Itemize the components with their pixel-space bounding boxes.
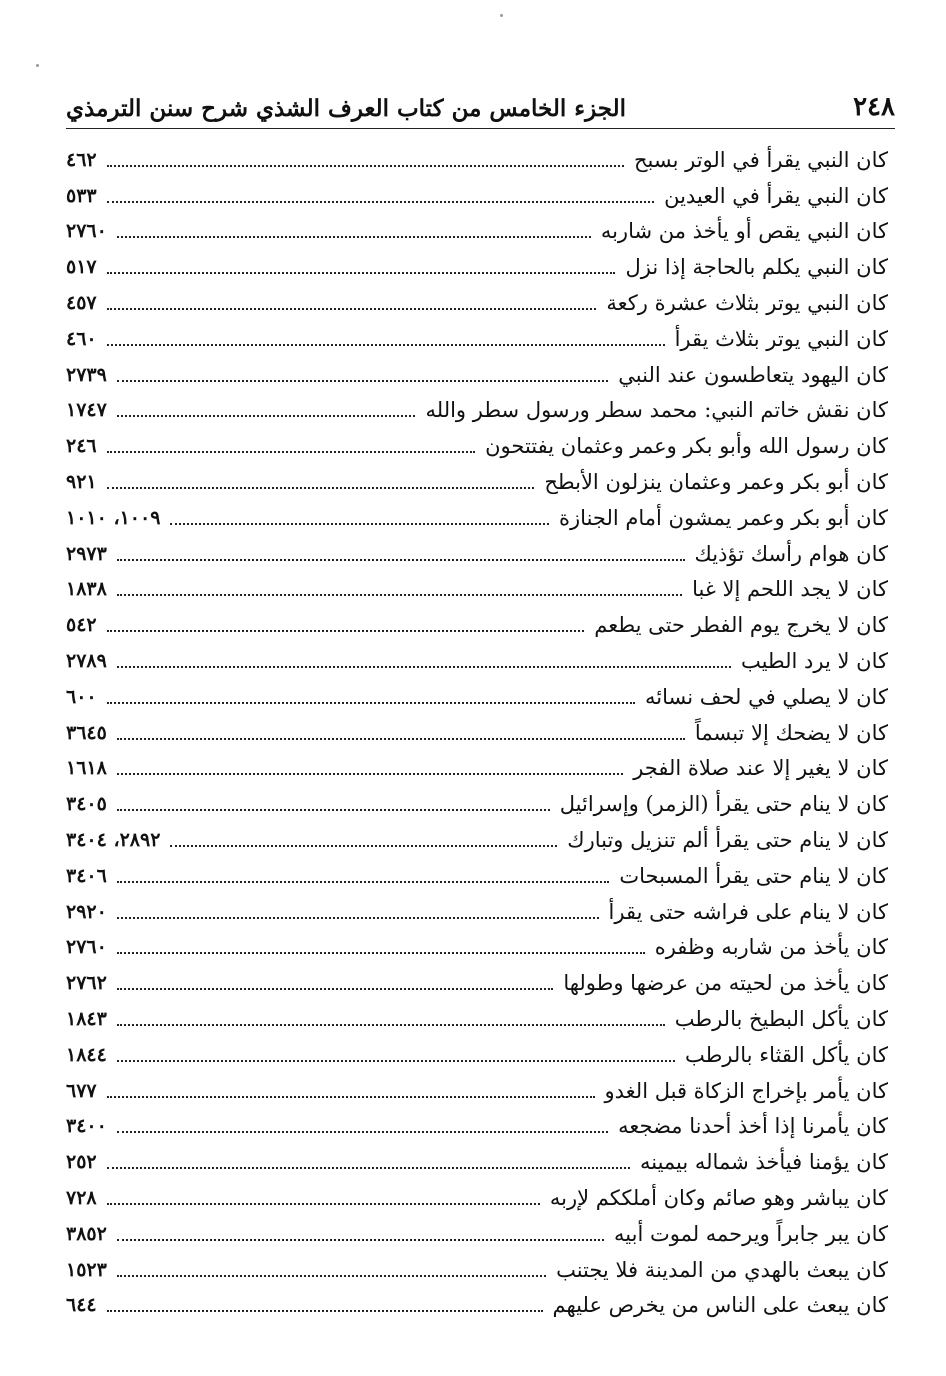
dot-leader — [117, 809, 550, 811]
index-entry — [66, 1037, 888, 1073]
entry-page-refs: ٢٧٣٩ — [66, 363, 107, 386]
entry-page-refs: ٢٩٧٣ — [66, 542, 107, 565]
entry-page-refs: ٣٤٠٠ — [66, 1115, 107, 1138]
entry-page-refs: ١٥٢٣ — [66, 1258, 107, 1281]
entry-text: كان لا يغير إلا عند صلاة الفجر — [633, 756, 888, 781]
entry-page-refs: ٤٦٢ — [66, 148, 97, 171]
index-entry — [66, 178, 888, 214]
entry-page-refs: ١٠٠٩، ١٠١٠ — [66, 506, 161, 529]
index-entry — [66, 1073, 888, 1109]
entry-page-refs: ٦٤٤ — [66, 1294, 97, 1317]
entry-text: كان لا يجد اللحم إلا غبا — [692, 577, 888, 602]
entry-page-refs: ٢٨٩٢، ٣٤٠٤ — [66, 829, 161, 852]
index-entry — [66, 965, 888, 1001]
entry-text: كان نقش خاتم النبي: محمد سطر ورسول سطر والله — [425, 398, 888, 423]
entry-page-refs: ٤٥٧ — [66, 292, 97, 315]
dot-leader — [170, 523, 549, 525]
dot-leader — [117, 666, 731, 668]
dot-leader — [117, 1131, 608, 1133]
entry-page-refs: ٢٧٦٠ — [66, 220, 107, 243]
entry-page-refs: ٣٨٥٢ — [66, 1222, 107, 1245]
index-entry — [66, 1216, 888, 1252]
index-entry — [66, 214, 888, 250]
page-number: ٢٤٨ — [853, 92, 895, 122]
dot-leader — [107, 272, 616, 274]
dot-leader — [117, 1060, 675, 1062]
entry-page-refs: ١٨٣٨ — [66, 578, 107, 601]
index-entry — [66, 643, 888, 679]
entry-text: كان النبي يقص أو يأخذ من شاربه — [600, 219, 888, 244]
dot-leader — [117, 881, 610, 883]
entry-text: كان يأخذ من لحيته من عرضها وطولها — [563, 971, 888, 996]
entry-page-refs: ١٧٤٧ — [66, 399, 107, 422]
dot-leader — [117, 988, 553, 990]
dot-leader — [107, 1203, 540, 1205]
dot-leader — [117, 917, 599, 919]
index-entry — [66, 751, 888, 787]
book-title: الجزء الخامس من كتاب العرف الشذي شرح سنن الترمذي — [66, 95, 627, 122]
entry-text: كان لا ينام حتى يقرأ ألم تنزيل وتبارك — [567, 828, 888, 853]
entry-page-refs: ١٦١٨ — [66, 757, 107, 780]
index-entry — [66, 679, 888, 715]
index-entry — [66, 321, 888, 357]
entry-page-refs: ٦٧٧ — [66, 1079, 97, 1102]
entry-text: كان رسول الله وأبو بكر وعمر وعثمان يفتتحون — [485, 434, 888, 459]
index-entry — [66, 1109, 888, 1145]
dot-leader — [107, 165, 624, 167]
entry-page-refs: ٥٤٢ — [66, 614, 97, 637]
entry-page-refs: ٧٢٨ — [66, 1187, 97, 1209]
index-entry — [66, 930, 888, 966]
entry-text: كان يباشر وهو صائم وكان أملككم لإربه — [549, 1186, 888, 1210]
entry-page-refs: ٢٧٦٠ — [66, 936, 107, 959]
dot-leader — [107, 201, 654, 203]
entry-text: كان يأمرنا إذا أخذ أحدنا مضجعه — [618, 1114, 888, 1139]
entry-text: كان يأكل البطيخ بالرطب — [674, 1007, 888, 1032]
entry-page-refs: ٥١٧ — [66, 256, 97, 279]
dot-leader — [107, 487, 535, 489]
entry-text: كان يأكل القثاء بالرطب — [684, 1042, 888, 1067]
page-header — [66, 78, 895, 129]
index-entry — [66, 500, 888, 536]
dot-leader — [117, 236, 591, 238]
dot-leader — [117, 738, 685, 740]
entry-page-refs: ٢٧٦٢ — [66, 972, 107, 995]
index-entry — [66, 1001, 888, 1037]
entry-text: كان لا يرد الطيب — [740, 649, 888, 674]
dot-leader — [117, 559, 685, 561]
index-entry — [66, 572, 888, 608]
index-entry — [66, 858, 888, 894]
dot-leader — [117, 594, 682, 596]
index-entry — [66, 607, 888, 643]
index-entry — [66, 536, 888, 572]
dot-leader — [117, 380, 608, 382]
dot-leader — [107, 451, 476, 453]
index-entry — [66, 464, 888, 500]
index-entry — [66, 894, 888, 930]
entry-text: كان لا ينام حتى يقرأ المسبحات — [619, 863, 888, 888]
index-entry — [66, 1288, 888, 1324]
entry-text: كان النبي يوتر بثلاث عشرة ركعة — [606, 291, 888, 316]
dot-leader — [107, 1096, 595, 1098]
entry-text: كان يبعث بالهدي من المدينة فلا يجتنب — [556, 1257, 888, 1282]
entry-text: كان لا يصلي في لحف نسائه — [645, 684, 888, 709]
entry-page-refs: ١٨٤٤ — [66, 1043, 107, 1066]
entry-text: كان النبي يوتر بثلاث يقرأ — [674, 326, 888, 351]
dot-leader — [107, 1167, 630, 1169]
entry-text: كان النبي يقرأ في الوتر بسبح — [633, 147, 888, 172]
entry-text: كان يأمر بإخراج الزكاة قبل الغدو — [604, 1078, 888, 1103]
entry-text: كان اليهود يتعاطسون عند النبي — [618, 362, 888, 387]
entry-page-refs: ٢٥٢ — [66, 1151, 97, 1174]
entry-text: كان لا يضحك إلا تبسماً — [694, 720, 888, 745]
index-entry — [66, 249, 888, 285]
dot-leader — [107, 702, 635, 704]
index-entry — [66, 786, 888, 822]
dot-leader — [117, 1275, 546, 1277]
entry-text: كان أبو بكر وعمر يمشون أمام الجنازة — [559, 505, 888, 530]
entry-page-refs: ٥٣٣ — [66, 184, 97, 207]
entry-page-refs: ٤٦٠ — [66, 327, 97, 350]
entry-text: كان لا يخرج يوم الفطر حتى يطعم — [594, 613, 888, 638]
index-entry — [66, 1144, 888, 1180]
entry-text: كان يبر جابراً ويرحمه لموت أبيه — [614, 1221, 888, 1246]
entry-text: كان لا ينام حتى يقرأ (الزمر) وإسرائيل — [559, 792, 888, 817]
entry-text: كان يأخذ من شاربه وظفره — [654, 935, 888, 960]
dot-leader — [117, 415, 416, 417]
entry-page-refs: ٣٤٠٥ — [66, 793, 107, 816]
scan-speck — [36, 64, 39, 67]
index-entry — [66, 822, 888, 858]
entry-text: كان يبعث على الناس من يخرص عليهم — [552, 1293, 888, 1318]
dot-leader — [117, 1239, 604, 1241]
dot-leader — [107, 1310, 543, 1312]
entry-text: كان النبي يقرأ في العيدين — [664, 183, 888, 208]
entry-page-refs: ٣٤٠٦ — [66, 864, 107, 887]
dot-leader — [117, 1024, 665, 1026]
index-entry — [66, 1180, 888, 1216]
entry-text: كان لا ينام على فراشه حتى يقرأ — [608, 899, 888, 924]
dot-leader — [117, 952, 645, 954]
index-entry — [66, 142, 888, 178]
index-entry — [66, 285, 888, 321]
dot-leader — [107, 630, 585, 632]
entry-page-refs: ٣٦٤٥ — [66, 721, 107, 744]
dot-leader — [107, 344, 665, 346]
entry-page-refs: ٢٩٢٠ — [66, 900, 107, 923]
entry-page-refs: ٢٧٨٩ — [66, 650, 107, 673]
entry-page-refs: ٦٠٠ — [66, 685, 97, 708]
index-entry — [66, 428, 888, 464]
entry-text: كان يؤمنا فيأخذ شماله بيمينه — [639, 1150, 888, 1175]
entry-text: كان هوام رأسك تؤذيك — [694, 541, 888, 566]
scan-speck — [500, 14, 503, 17]
dot-leader — [107, 308, 597, 310]
dot-leader — [117, 773, 623, 775]
index-entries — [66, 142, 888, 1323]
entry-page-refs: ٩٢١ — [66, 471, 97, 494]
entry-text: كان أبو بكر وعمر وعثمان ينزلون الأبطح — [544, 470, 888, 495]
index-entry — [66, 393, 888, 429]
index-entry — [66, 1252, 888, 1288]
index-entry — [66, 357, 888, 393]
entry-text: كان النبي يكلم بالحاجة إذا نزل — [625, 255, 888, 280]
entry-page-refs: ١٨٤٣ — [66, 1008, 107, 1031]
entry-page-refs: ٢٤٦ — [66, 435, 97, 458]
index-entry — [66, 715, 888, 751]
dot-leader — [170, 845, 557, 847]
